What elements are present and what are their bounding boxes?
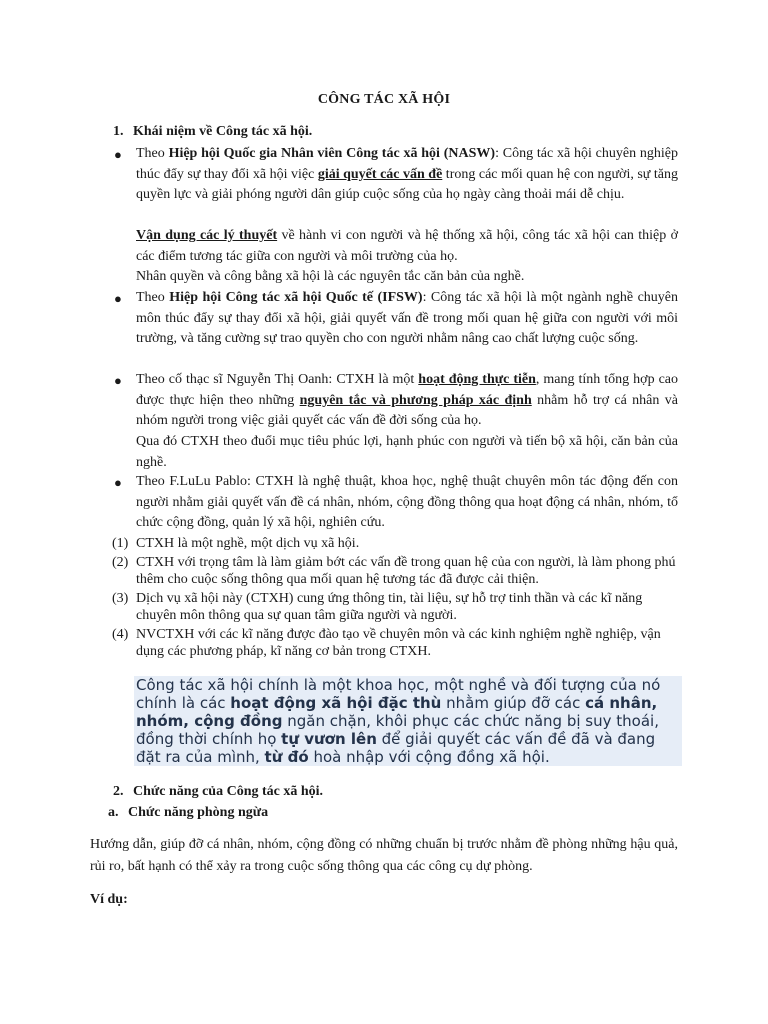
bullet-3-post: nhằm hỗ trợ cá nhân và nhóm người trong việc giải quyết các vấn đề đời sống của họ.	[136, 392, 678, 428]
highlight-text-3: ngăn chặn, khôi phục các chức năng bị suy thoái, đồng thời chính họ	[136, 712, 659, 748]
highlight-bold-2: cá nhân, nhóm, cộng đồng	[136, 694, 658, 730]
highlight-bold-1: hoạt động xã hội đặc thù	[230, 694, 442, 712]
bullet-3-pre: Theo cố thạc sĩ Nguyễn Thị Oanh: CTXH là một	[136, 372, 419, 387]
numbered-list	[112, 535, 678, 661]
bullet-2-post: : Công tác xã hội là một ngành nghề chuyên môn thúc đẩy sự thay đổi xã hội, giải quyết vấn đề trong mối quan hệ giữa con người với môi trường, và tăng cường sự trao quyền cho con người nhằm nâng cao chất lượng cuộc sống.	[136, 290, 679, 346]
section-2-heading	[113, 784, 323, 800]
section-1-number: 1.	[113, 124, 124, 139]
list-item	[112, 626, 678, 661]
list-item	[112, 535, 678, 553]
bullet-dot: ●	[114, 373, 122, 388]
bullet-1-paragraph-2	[136, 226, 678, 267]
section-1-label: Khái niệm về Công tác xã hội.	[133, 124, 313, 139]
bullet-3-mid: , mang tính tổng hợp cao được thực hiện theo những	[136, 372, 678, 408]
bullet-4-text: Theo F.LuLu Pablo: CTXH là nghệ thuật, khoa học, nghệ thuật chuyên môn tác động đến con người nhằm giải quyết vấn đề cá nhân, nhóm, cộng đồng thông qua hoạt động cá nhân, nhóm, tổ chức cộng đồng, quản lý xã hội, nghiên cứu.	[136, 474, 678, 530]
list-item-number: (3)	[112, 590, 129, 606]
list-item-text: NVCTXH với các kĩ năng được đào tạo về chuyên môn và các kinh nghiệm nghề nghiệp, vận dụng các phương pháp, kĩ năng cơ bản trong CTXH.	[136, 626, 661, 659]
list-item-number: (4)	[112, 626, 129, 642]
highlight-text-2: nhằm giúp đỡ các	[441, 694, 586, 712]
bullet-2-pre: Theo	[136, 290, 170, 305]
bullet-1-underline: giải quyết các vấn đề	[317, 166, 443, 182]
list-item-text: CTXH với trọng tâm là làm giảm bớt các vấn đề trong quan hệ của con người, là làm phong phú thêm cho cuộc sống thông qua mối quan hệ tương tác đã được cải thiện.	[136, 554, 676, 587]
highlight-text-5: hoà nhập với cộng đồng xã hội.	[308, 748, 550, 766]
bullet-3-text	[136, 370, 678, 432]
bullet-1-p2-text: về hành vi con người và hệ thống xã hội, công tác xã hội can thiệp ở các điểm tương tác giữa con người và môi trường của họ.	[136, 228, 679, 264]
bullet-1-post: trong các mối quan hệ con người, sự tăng quyền lực và giải phóng người dân giúp cuộc sống của họ ngày càng thoải mái dễ chịu.	[136, 166, 678, 202]
example-label	[90, 892, 128, 908]
subsection-a-heading	[108, 805, 268, 821]
paragraph-prevention: Hướng dẫn, giúp đỡ cá nhân, nhóm, cộng đồng có những chuẩn bị trước nhằm đề phòng những hậu quả, rủi ro, bất hạnh có thể xảy ra trong cuộc sống thông qua các công cụ dự phòng.	[90, 837, 678, 874]
bullet-dot: ●	[114, 291, 122, 306]
bullet-1-paragraph-3: Nhân quyền và công bằng xã hội là các nguyên tắc căn bản của nghề.	[136, 269, 525, 284]
bullet-dot: ●	[114, 475, 122, 490]
list-item	[112, 554, 678, 589]
list-item-text: CTXH là một nghề, một dịch vụ xã hội.	[136, 536, 360, 551]
subsection-a-number: a.	[108, 805, 119, 820]
list-item	[112, 590, 678, 625]
bullet-dot: ●	[114, 147, 122, 162]
bullet-3-paragraph-2: Qua đó CTXH theo đuổi mục tiêu phúc lợi, hạnh phúc con người và tiến bộ xã hội, căn bản của nghề.	[136, 434, 678, 470]
list-item-number: (1)	[112, 536, 129, 551]
highlight-text-4: để giải quyết các vấn đề đã và đang đặt ra của mình,	[136, 730, 656, 766]
bullet-1-text	[136, 144, 678, 206]
list-item-text: Dịch vụ xã hội này (CTXH) cung ứng thông tin, tài liệu, sự hỗ trợ tinh thần và các kĩ năng chuyên môn thông qua sự quan tâm giữa người và người.	[136, 590, 643, 623]
highlight-bold-3: tự vươn lên	[281, 730, 377, 748]
page-title: CÔNG TÁC XÃ HỘI	[317, 92, 451, 107]
bullet-1-p2-underline: Vận dụng các lý thuyết	[136, 228, 278, 243]
subsection-a-label: Chức năng phòng ngừa	[128, 805, 269, 820]
section-2-number: 2.	[113, 784, 124, 799]
bullet-2-bold: Hiệp hội Công tác xã hội Quốc tế (IFSW)	[169, 290, 423, 305]
bullet-3-underline-2: nguyên tắc và phương pháp xác định	[299, 392, 532, 408]
section-1-heading	[113, 124, 312, 140]
highlight-text-1: Công tác xã hội chính là một khoa học, một nghề và đối tượng của nó chính là các	[136, 676, 661, 712]
bullet-2-text	[136, 288, 678, 350]
bullet-1-pre: Theo	[136, 146, 169, 161]
list-item-number: (2)	[112, 554, 129, 570]
section-2-label: Chức năng của Công tác xã hội.	[133, 784, 324, 799]
bullet-1-mid: : Công tác xã hội chuyên nghiệp thúc đẩy sự thay đổi xã hội việc	[136, 146, 678, 182]
bullet-3-underline-1: hoạt động thực tiễn	[418, 372, 536, 387]
bullet-1-bold: Hiệp hội Quốc gia Nhân viên Công tác xã hội (NASW)	[168, 146, 496, 161]
highlight-bold-4: từ đó	[264, 748, 309, 766]
example-label-text: Ví dụ:	[90, 892, 128, 907]
highlighted-summary	[134, 676, 682, 766]
